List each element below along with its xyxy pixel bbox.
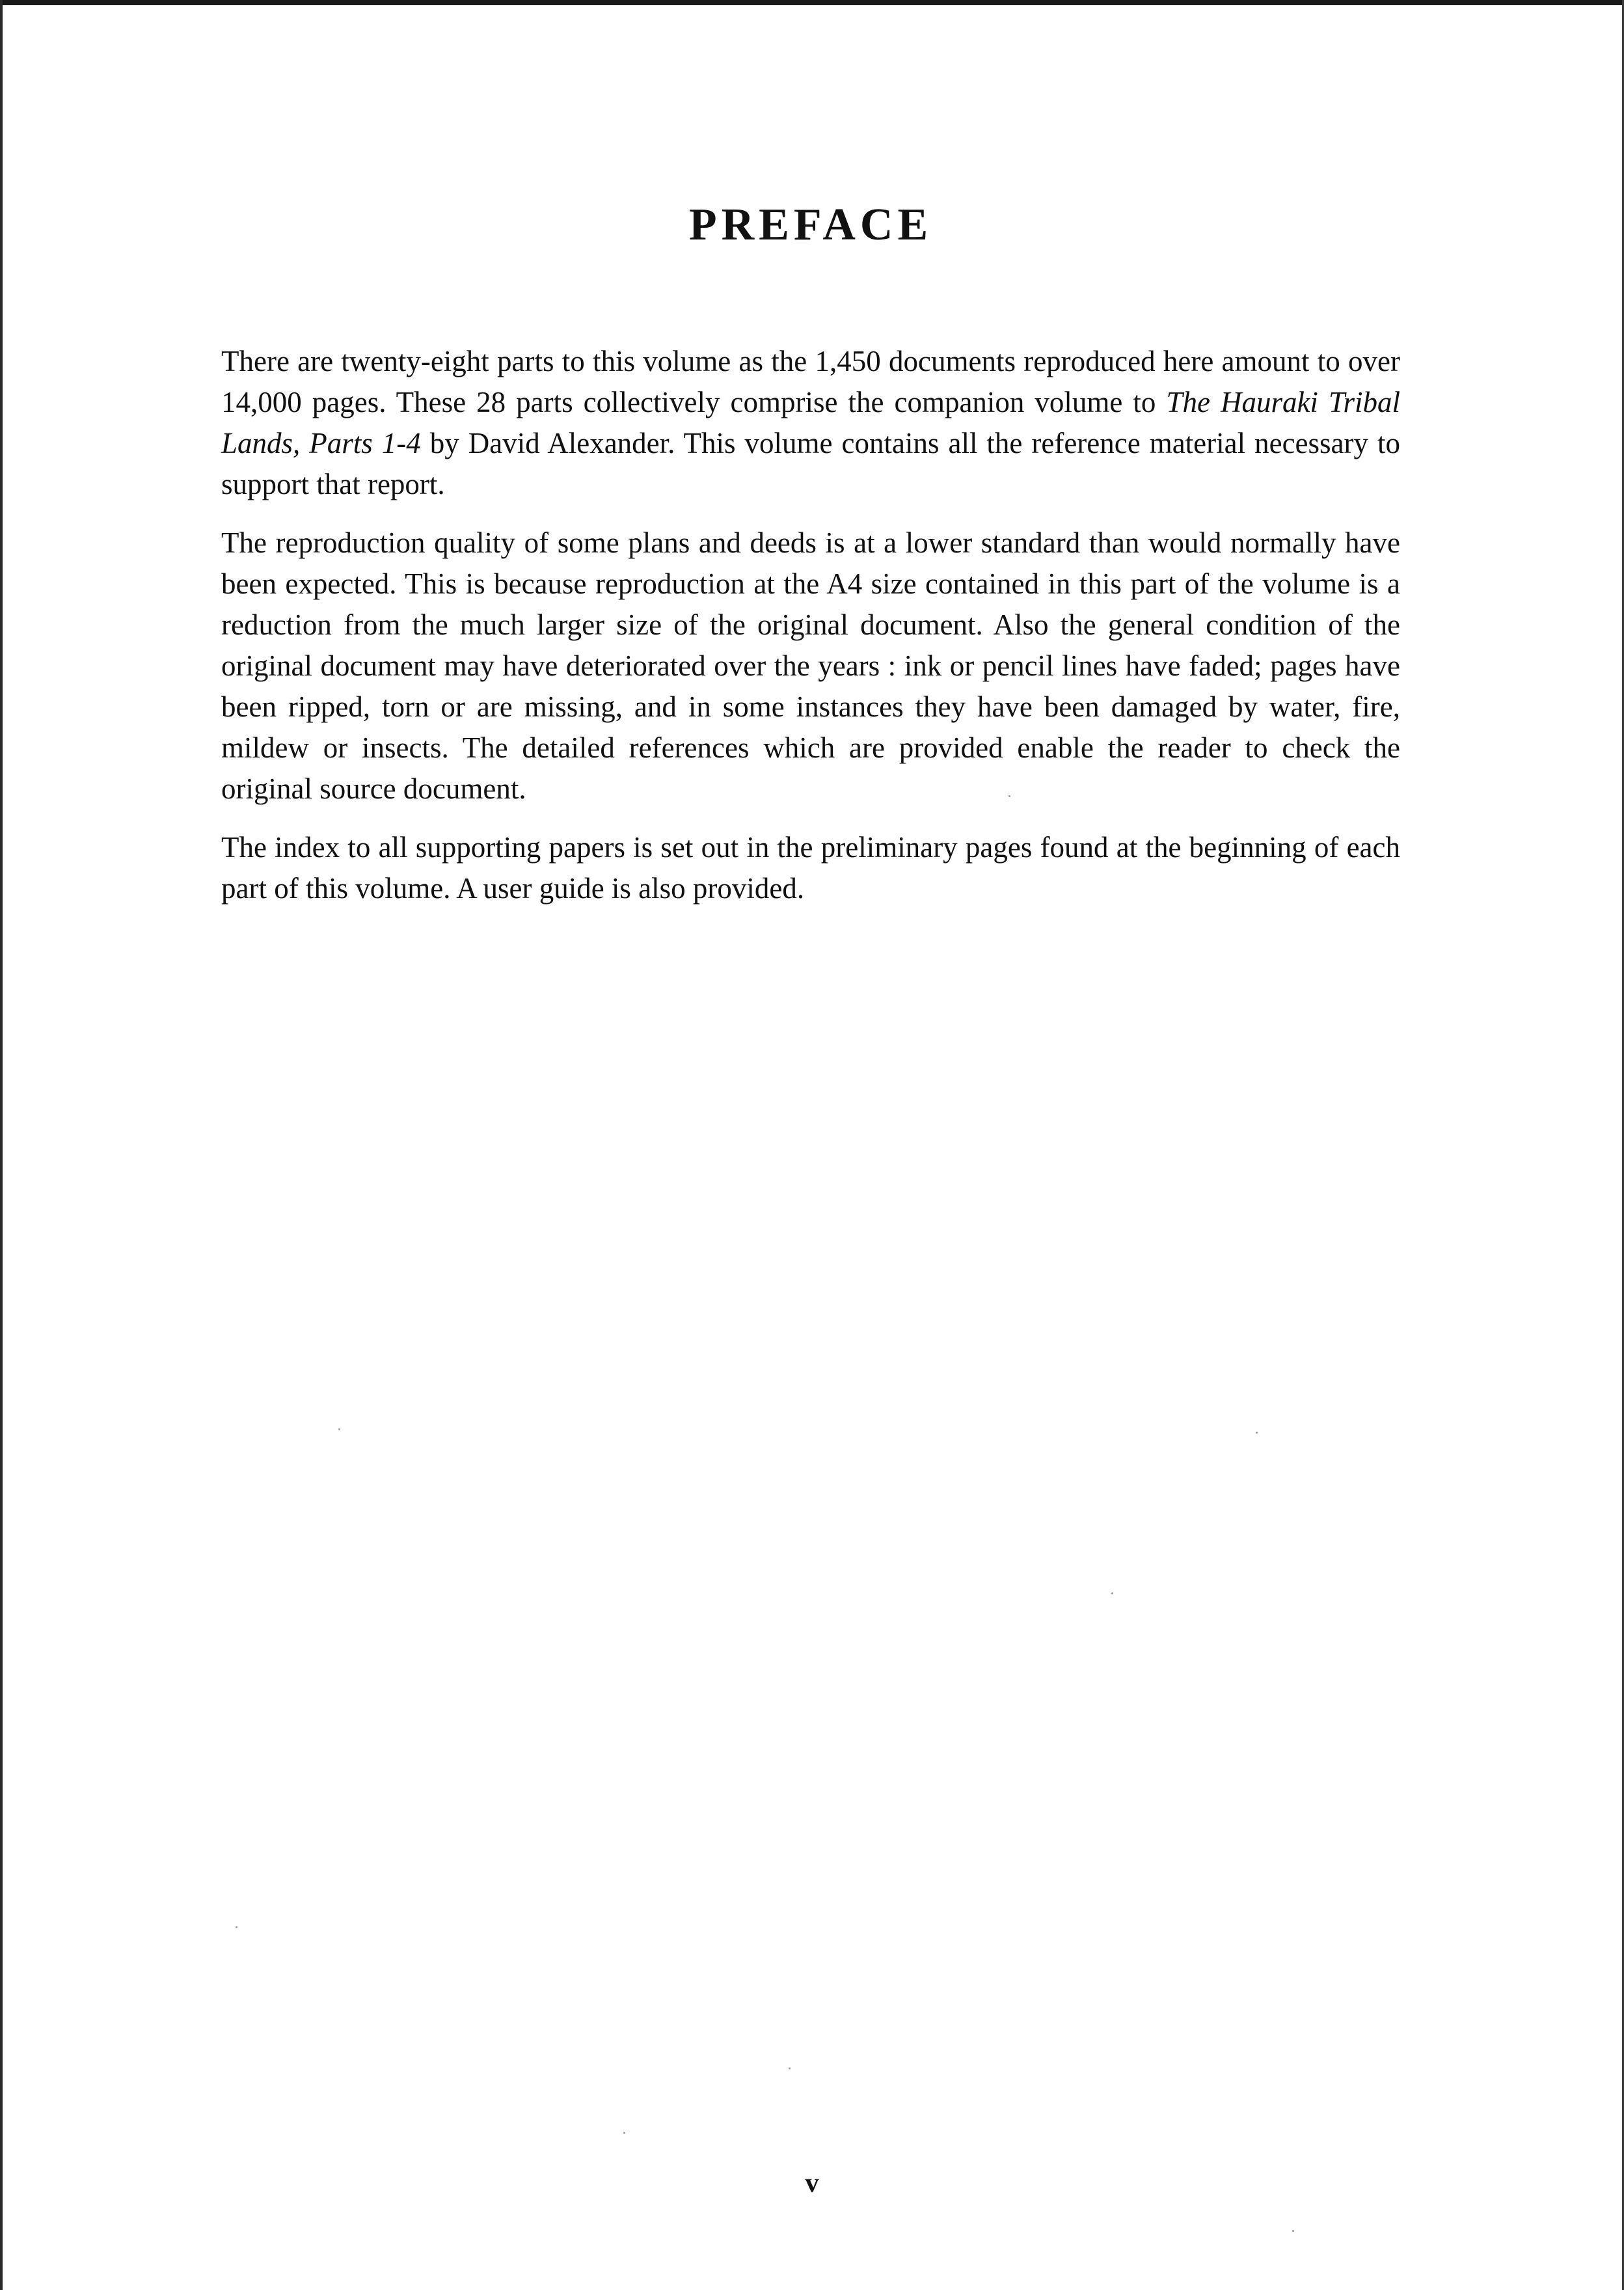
paragraph-reproduction-quality: The reproduction quality of some plans and deeds is at a lower standard than would normally have been expected. This is because reproduction at the A4 size contained in this part of the volume is a reduction from the much larger size of the original document. Also the general condition of the original document may have deteriorated over the years : ink or pencil lines have faded; pages have been ripped, torn or are missing, and in some instances they have been damaged by water, fire, mildew or insects. The detailed references which are provided enable the reader to check the original source document. (221, 526, 1400, 805)
preface-page (221, 189, 1400, 927)
page-title: PREFACE (688, 200, 933, 250)
scan-edge-left (0, 0, 3, 2290)
paragraph-index: The index to all supporting papers is set out in the preliminary pages found at the beginning of each part of this volume. A user guide is also provided. (221, 831, 1400, 905)
scan-speck (789, 2067, 791, 2069)
scan-speck (1111, 1592, 1113, 1594)
scan-speck (236, 1926, 237, 1928)
book-title-italic: The Hauraki Tribal Lands, Parts 1-4 (221, 386, 1401, 459)
scan-speck (1008, 795, 1010, 797)
paragraph-intro-text-b: by David Alexander. This volume contains all the reference material necessary to support that report. (221, 427, 1400, 500)
scan-speck (338, 1428, 340, 1430)
paragraph-intro-text-a: There are twenty-eight parts to this volume as the 1,450 documents reproduced here amount to over 14,000 pages. These 28 parts collectively comprise the companion volume to (221, 345, 1400, 418)
page-number: v (805, 2168, 819, 2198)
scan-speck (623, 2132, 625, 2134)
paragraph-intro (221, 341, 1400, 505)
scan-speck (1256, 1432, 1258, 1434)
preface-body (221, 341, 1400, 909)
scan-speck (1292, 2230, 1294, 2232)
scan-edge-top (0, 0, 1624, 5)
